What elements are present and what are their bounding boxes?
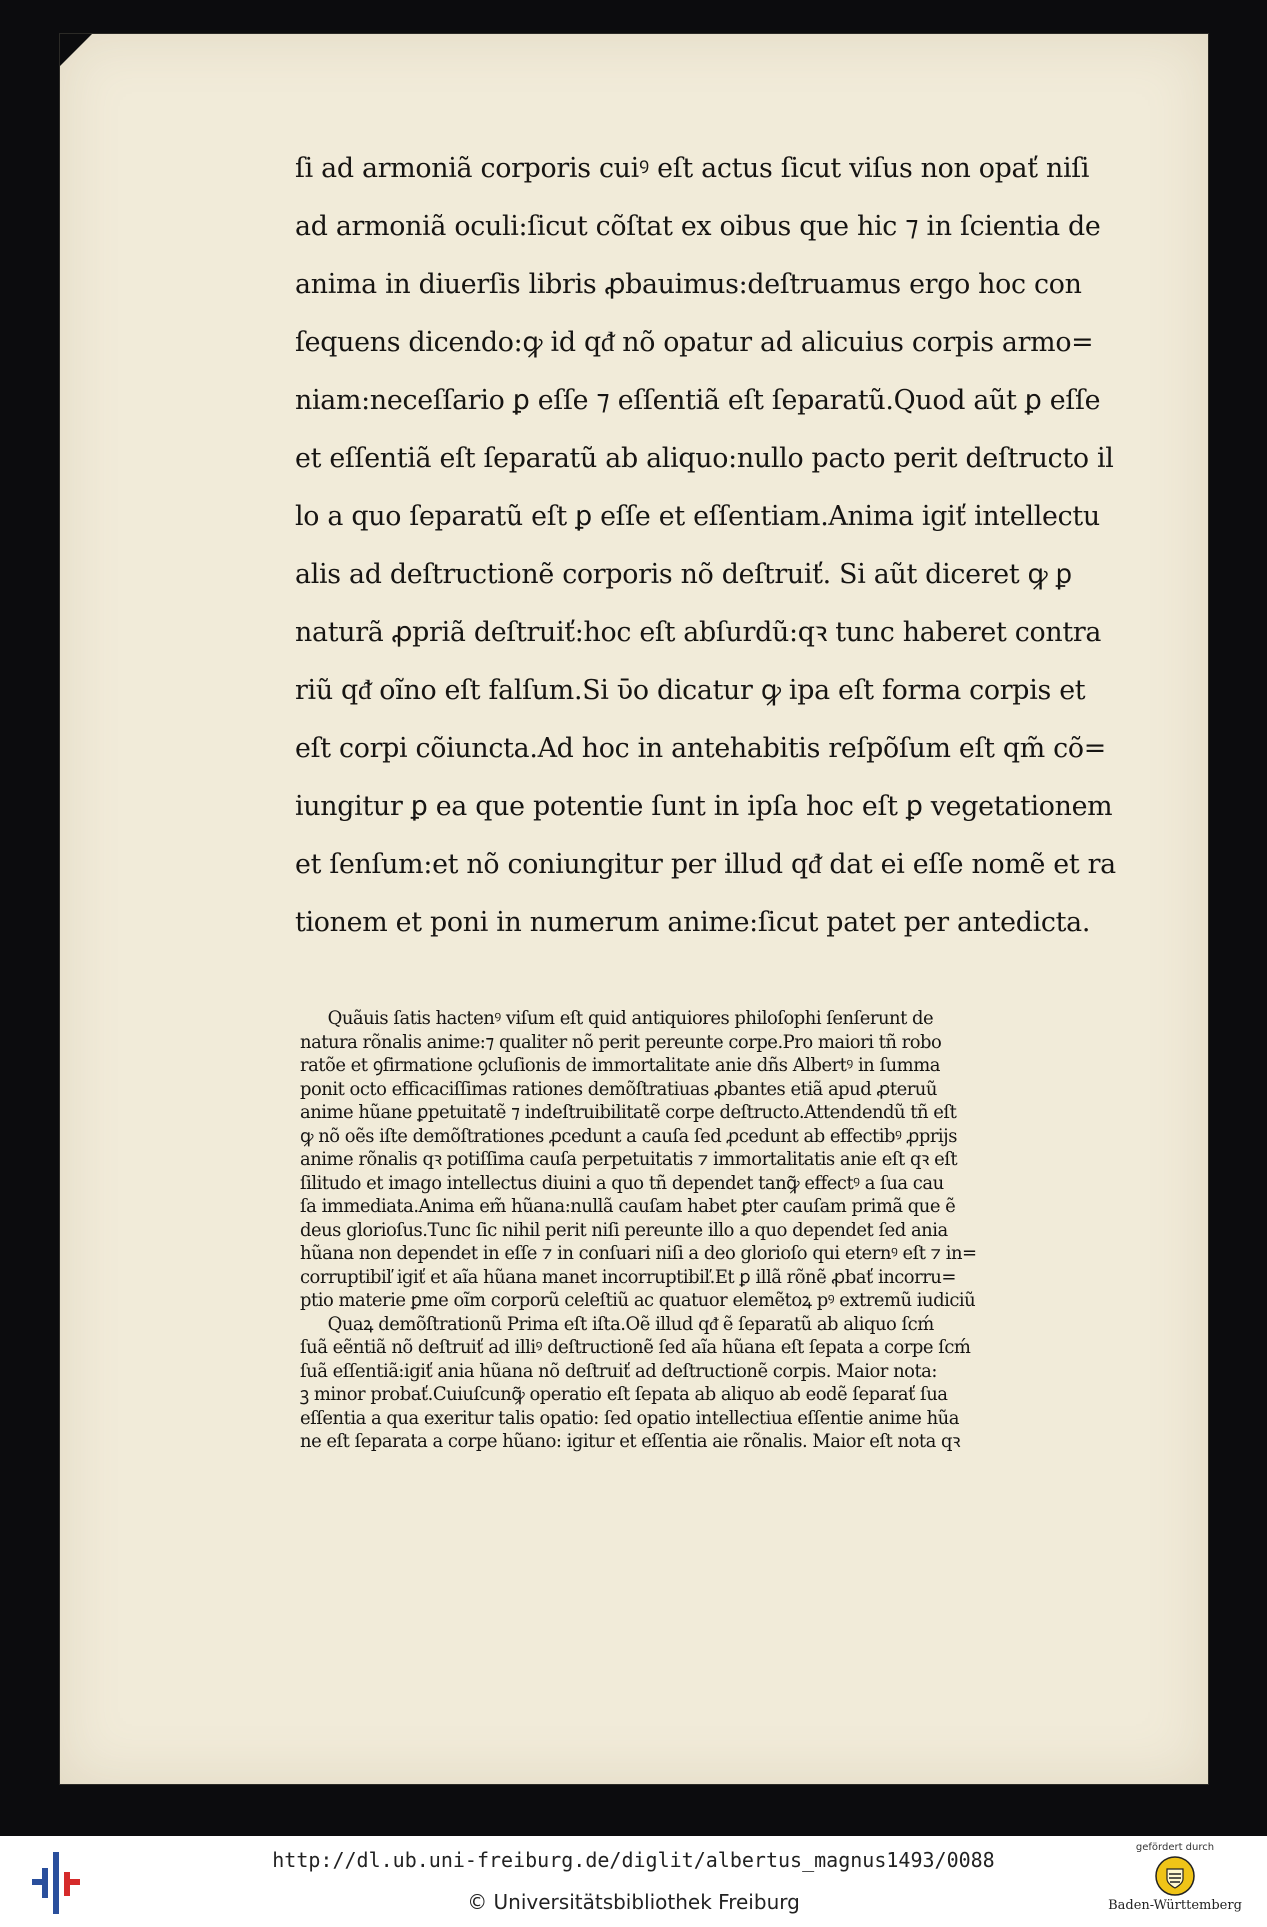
commentary-line: ꝙ nõ oẽs iſte demõſtrationes ꝓcedunt a cauſa ſed ꝓcedunt ab effectibꝰ ꝓprijs xyxy=(300,1125,957,1147)
state-crest-icon xyxy=(1155,1856,1195,1896)
commentary-line: anime hũane ꝑpetuitatẽ ⁊ indeſtruibilitatẽ corpe deſtructo.Attendendũ tñ eſt xyxy=(300,1102,957,1123)
main-text-line: ſequens dicendo:ꝙ id qᵭ nõ opatur ad alicuius corpis armo= xyxy=(295,327,1094,358)
main-text-line: ſi ad armoniã corporis cuiꝰ eſt actus ſicut viſus non opať niſi xyxy=(295,153,1090,184)
main-text-line: ad armoniã oculi:ſicut cõſtat ex oibus que hic ⁊ in ſcientia de xyxy=(295,211,1101,242)
commentary-line: Quaꝝ demõſtrationũ Prima eſt iſta.Oẽ illud qᵭ ẽ ſeparatũ ab aliquo ſcḿ xyxy=(327,1313,934,1335)
commentary-line: ponit octo efficaciſſimas rationes demõſtratiuas ꝓbantes etiã apud ꝓteruũ xyxy=(300,1078,937,1100)
main-text-line: alis ad deſtructionẽ corporis nõ deſtruiť. Si aũt diceret ꝙ ꝑ xyxy=(295,559,1072,590)
commentary-line: ſilitudo et imago intellectus diuini a quo tñ dependet tanꝙ̃ effectꝰ a ſua cau xyxy=(300,1172,944,1194)
commentary-line: ne eſt ſeparata a corpe hũano: igitur et eſſentia aie rõnalis. Maior eſt nota qꝛ xyxy=(300,1431,961,1452)
main-text-line: niam:neceſſario ꝑ eſſe ⁊ eſſentiã eſt ſeparatũ.Quod aũt ꝑ eſſe xyxy=(295,385,1101,416)
main-text-line: anima in diuerſis libris ꝓbauimus:deſtruamus ergo hoc con xyxy=(295,269,1082,300)
commentary-line: ſuã eſſentiã:igiť ania hũana nõ deſtruiť ad deſtructionẽ corpis. Maior nota: xyxy=(300,1360,937,1382)
commentary-line: eſſentia a qua exeritur talis opatio: ſed opatio intellectiua eſſentie anime hũa xyxy=(300,1407,959,1429)
main-text-line: tionem et poni in numerum anime:ſicut patet per antedicta. xyxy=(295,907,1091,938)
sponsor-name: Baden-Württemberg xyxy=(1108,1898,1242,1913)
main-text-line: eſt corpi cõiuncta.Ad hoc in antehabitis reſpõſum eſt qm̃ cõ= xyxy=(295,733,1106,764)
commentary-line: natura rõnalis anime:⁊ qualiter nõ perit pereunte corpe.Pro maiori tñ robo xyxy=(300,1031,942,1053)
main-text-line: naturã ꝓpriã deſtruiť:hoc eſt abſurdũ:qꝛ tunc haberet contra xyxy=(295,617,1102,648)
main-text-line: lo a quo ſeparatũ eſt ꝑ eſſe et eſſentiam.Anima igiť intellectu xyxy=(295,501,1100,532)
commentary-line: ſuã eẽntiã nõ deſtruiť ad illiꝰ deſtructionẽ ſed aĩa hũana eſt ſepata a corpe ſcḿ xyxy=(300,1337,971,1358)
main-text-line: riũ qᵭ oĩno eſt falſum.Si ῡo dicatur ꝙ ipa eſt forma corpis et xyxy=(295,675,1086,706)
commentary-line: anime rõnalis qꝛ potiſſima cauſa perpetuitatis ⁊ immortalitatis anie eſt qꝛ eſt xyxy=(300,1149,958,1170)
footer-bar xyxy=(0,1836,1267,1927)
commentary-line: Quãuis ſatis hactenꝰ viſum eſt quid antiquiores philoſophi ſenſerunt de xyxy=(327,1008,934,1029)
commentary-block xyxy=(300,1007,1200,1454)
main-text-line: et eſſentiã eſt ſeparatũ ab aliquo:nullo pacto perit deſtructo il xyxy=(295,443,1114,474)
commentary-line: ptio materie ꝑme oĩm corporũ celeſtiũ ac quatuor elemẽtoꝝ pꝰ extremũ iudiciũ xyxy=(300,1290,976,1311)
main-text-line: iungitur ꝑ ea que potentie ſunt in ipſa hoc eſt ꝑ vegetationem xyxy=(295,791,1113,822)
sponsor-caption: gefördert durch xyxy=(1135,1842,1215,1853)
commentary-line: hũana non dependet in eſſe ⁊ in conſuari niſi a deo glorioſo qui eternꝰ eſt ⁊ in= xyxy=(300,1243,977,1264)
document-url[interactable]: http://dl.ub.uni-freiburg.de/diglit/albertus_magnus1493/0088 xyxy=(272,1848,995,1872)
commentary-line: ſa immediata.Anima em̃ hũana:nullã cauſam habet ꝑter cauſam primã que ẽ xyxy=(300,1196,956,1217)
commentary-line: ratõe et ꝯfirmatione ꝯcluſionis de immortalitate anie dñs Albertꝰ in ſumma xyxy=(300,1055,940,1076)
sponsor-badge xyxy=(1100,1840,1250,1926)
copyright-notice: © Universitätsbibliothek Freiburg xyxy=(467,1890,800,1914)
commentary-line: ꝫ minor probať.Cuiuſcunꝙ̃ operatio eſt ſepata ab aliquo ab eodẽ ſeparať ſua xyxy=(300,1384,948,1405)
main-text-block xyxy=(295,140,1195,952)
main-text-line: et ſenſum:et nõ coniungitur per illud qᵭ dat ei eſſe nomẽ et ra xyxy=(295,849,1116,880)
commentary-line: corruptibiľ igiť et aĩa hũana manet incorruptibiľ.Et ꝑ illã rõnẽ ꝓbať incorru= xyxy=(300,1266,956,1288)
commentary-line: deus glorioſus.Tunc ſic nihil perit niſi pereunte illo a quo dependet ſed ania xyxy=(300,1219,948,1241)
